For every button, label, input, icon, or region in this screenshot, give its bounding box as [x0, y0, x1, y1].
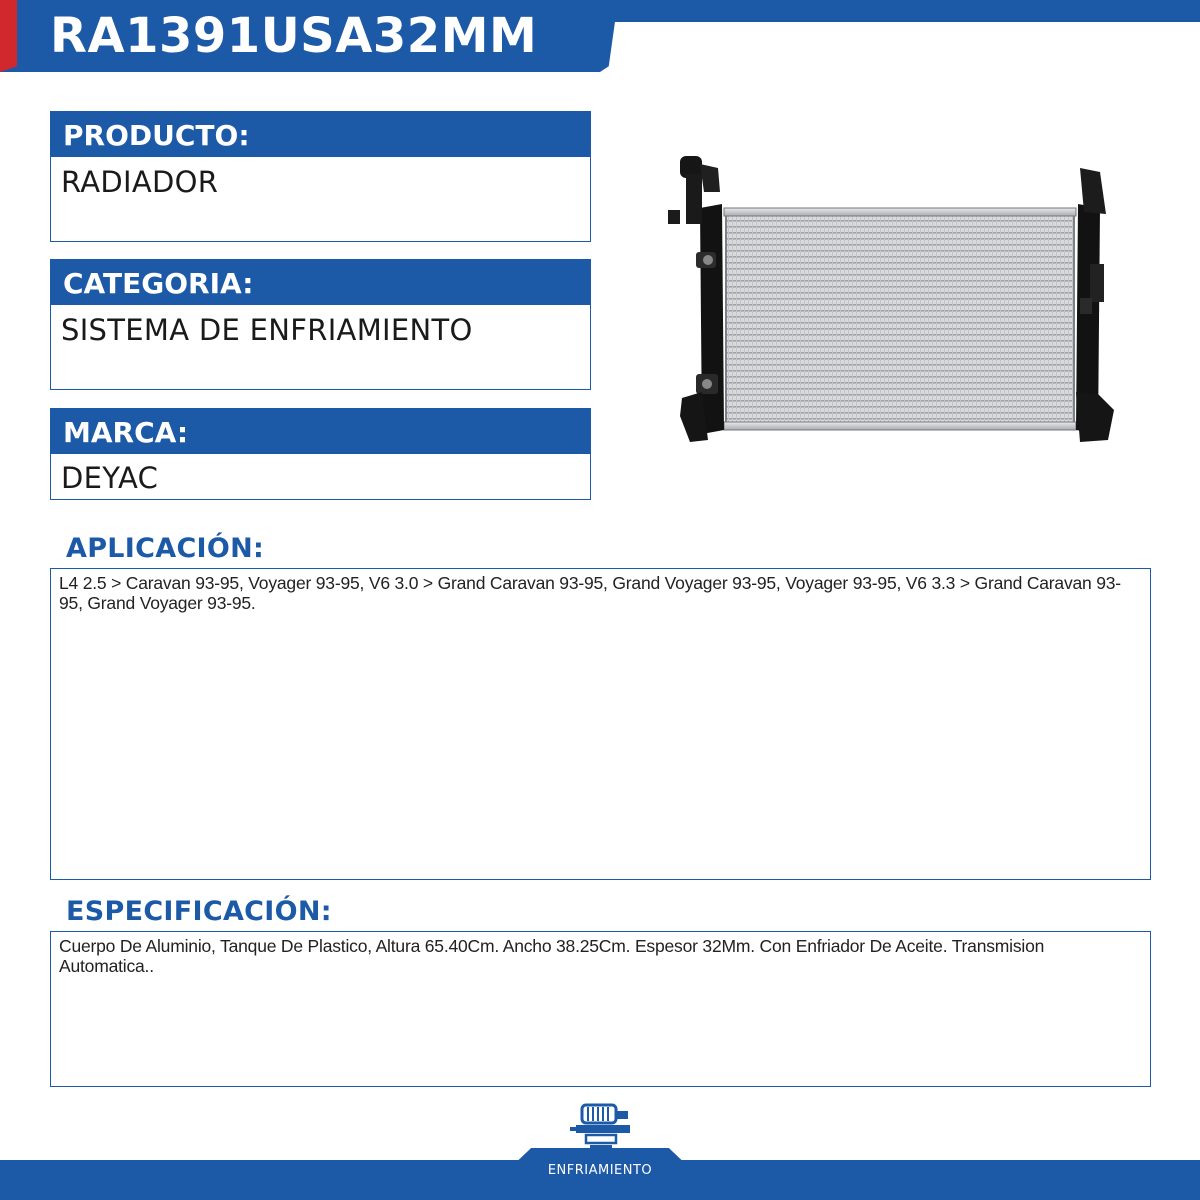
- producto-box: [50, 111, 591, 242]
- aplicacion-text: L4 2.5 > Caravan 93-95, Voyager 93-95, V6 3.0 > Grand Caravan 93-95, Grand Voyager 93-95, Voyager 93-95, V6 3.3 > Grand Caravan 93-95, Grand Voyager 93-95.: [59, 573, 1121, 613]
- header-red-accent: [0, 0, 17, 72]
- aplicacion-title: APLICACIÓN:: [66, 533, 265, 564]
- marca-value: DEYAC: [61, 461, 159, 495]
- especificacion-text: Cuerpo De Aluminio, Tanque De Plastico, Altura 65.40Cm. Ancho 38.25Cm. Espesor 32Mm. Con Enfriador De Aceite. Transmision Automatica..: [59, 936, 1045, 976]
- cooling-system-icon: [568, 1101, 634, 1157]
- marca-label: MARCA:: [51, 409, 590, 454]
- categoria-box: [50, 259, 591, 390]
- aplicacion-box: [50, 568, 1151, 880]
- footer-label: ENFRIAMIENTO: [547, 1163, 653, 1178]
- marca-box: [50, 408, 591, 500]
- producto-label: PRODUCTO:: [51, 112, 590, 157]
- radiator-product-image: [660, 148, 1140, 448]
- categoria-value: SISTEMA DE ENFRIAMIENTO: [61, 313, 473, 347]
- especificacion-box: [50, 931, 1151, 1087]
- especificacion-title: ESPECIFICACIÓN:: [66, 896, 332, 927]
- page-title: RA1391USA32MM: [50, 8, 538, 64]
- categoria-label: CATEGORIA:: [51, 260, 590, 305]
- producto-value: RADIADOR: [61, 165, 219, 199]
